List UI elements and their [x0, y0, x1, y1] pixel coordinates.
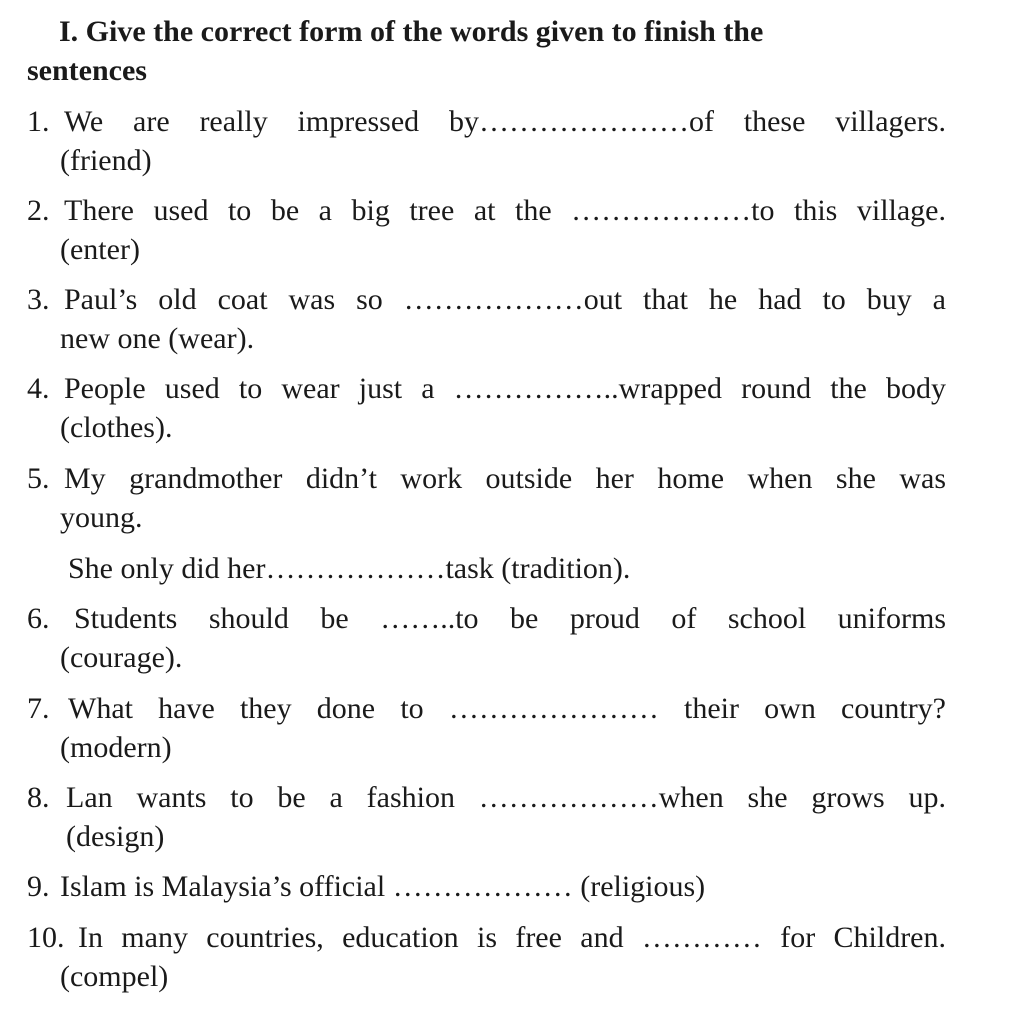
item-2-hint: (enter)	[60, 233, 140, 266]
heading-line-1: I. Give the correct form of the words given to finish the	[59, 15, 764, 48]
exercise-heading	[27, 12, 957, 90]
item-8-hint: (design)	[66, 820, 165, 853]
item-10-hint: (compel)	[60, 960, 169, 993]
item-3-text: Paul’s old coat was so ………………out that he had to buy a	[64, 283, 946, 316]
item-7-text: What have they done to ………………… their own country?	[68, 692, 946, 725]
item-4-text: People used to wear just a ……………..wrapped round the body	[64, 372, 946, 405]
item-4-number: 4.	[27, 372, 50, 405]
item-1-hint: (friend)	[60, 144, 152, 177]
item-10-number: 10.	[27, 921, 65, 954]
item-9-text: Islam is Malaysia’s official ……………… (religious)	[60, 870, 706, 903]
item-3-number: 3.	[27, 283, 50, 316]
item-8-text: Lan wants to be a fashion ………………when she grows up.	[66, 781, 946, 814]
item-2-text: There used to be a big tree at the ………………to this village.	[64, 194, 946, 227]
item-7-number: 7.	[27, 692, 50, 725]
item-9-number: 9.	[27, 870, 50, 903]
item-3-hint: new one (wear).	[60, 322, 255, 355]
item-5-sentence: She only did her………………task (tradition).	[68, 552, 631, 585]
item-6-hint: (courage).	[60, 641, 183, 674]
item-1-number: 1.	[27, 105, 50, 138]
item-6-number: 6.	[27, 602, 50, 635]
item-5-text: My grandmother didn’t work outside her home when she was	[64, 462, 946, 495]
item-5-continuation: young.	[60, 501, 143, 534]
heading-line-2: sentences	[27, 54, 147, 87]
item-8-number: 8.	[27, 781, 50, 814]
item-1-text: We are really impressed by…………………of these villagers.	[64, 105, 946, 138]
item-4-hint: (clothes).	[60, 411, 173, 444]
item-10-text: In many countries, education is free and ………… for Children.	[78, 921, 946, 954]
item-6-text: Students should be ……..to be proud of school uniforms	[74, 602, 946, 635]
item-5-number: 5.	[27, 462, 50, 495]
item-2-number: 2.	[27, 194, 50, 227]
item-7-hint: (modern)	[60, 731, 172, 764]
